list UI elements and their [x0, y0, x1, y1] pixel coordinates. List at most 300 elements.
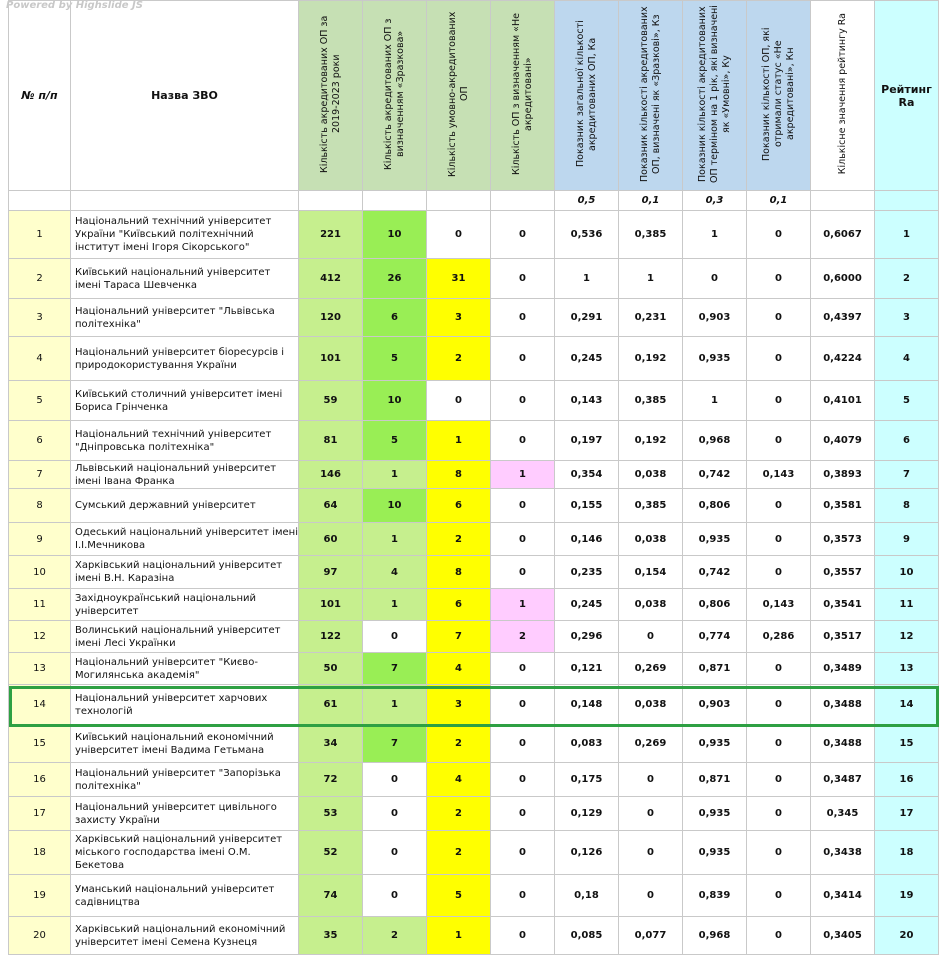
weight-cell: 0,1 [619, 191, 683, 211]
cell-11: 9 [875, 523, 939, 556]
cell-2: 146 [299, 461, 363, 489]
cell-7: 0 [619, 621, 683, 653]
header-text: Показник кількості акредитованих ОП, визначені як «Зразкові», Кз [638, 6, 662, 182]
cell-0: 5 [9, 381, 71, 421]
cell-5: 0 [491, 763, 555, 797]
weight-cell [875, 191, 939, 211]
cell-10: 0,6067 [811, 211, 875, 259]
cell-7: 0,385 [619, 489, 683, 523]
cell-7: 0,038 [619, 589, 683, 621]
cell-4: 2 [427, 337, 491, 381]
cell-7: 0 [619, 797, 683, 831]
cell-1: Уманський національний університет садівництва [71, 875, 299, 917]
cell-2: 34 [299, 725, 363, 763]
weight-cell [491, 191, 555, 211]
cell-2: 101 [299, 337, 363, 381]
cell-2: 101 [299, 589, 363, 621]
cell-10: 0,345 [811, 797, 875, 831]
cell-9: 0,286 [747, 621, 811, 653]
cell-6: 0,126 [555, 831, 619, 875]
cell-0: 20 [9, 917, 71, 955]
cell-2: 35 [299, 917, 363, 955]
cell-0: 2 [9, 259, 71, 299]
cell-9: 0 [747, 797, 811, 831]
cell-1: Західноукраїнський національний університет [71, 589, 299, 621]
table-row [9, 259, 939, 299]
cell-9: 0 [747, 381, 811, 421]
cell-5: 0 [491, 685, 555, 725]
cell-1: Національний університет "Запорізька політехніка" [71, 763, 299, 797]
cell-3: 7 [363, 653, 427, 685]
cell-11: 8 [875, 489, 939, 523]
cell-8: 0,935 [683, 831, 747, 875]
cell-8: 0,806 [683, 589, 747, 621]
cell-8: 0 [683, 259, 747, 299]
cell-9: 0 [747, 685, 811, 725]
cell-4: 0 [427, 211, 491, 259]
cell-11: 4 [875, 337, 939, 381]
cell-9: 0,143 [747, 589, 811, 621]
cell-3: 10 [363, 211, 427, 259]
cell-6: 0,291 [555, 299, 619, 337]
cell-0: 9 [9, 523, 71, 556]
cell-9: 0 [747, 259, 811, 299]
cell-11: 17 [875, 797, 939, 831]
header-1 [71, 1, 299, 191]
cell-5: 0 [491, 211, 555, 259]
cell-10: 0,3487 [811, 763, 875, 797]
cell-11: 14 [875, 685, 939, 725]
cell-8: 0,935 [683, 725, 747, 763]
header-9 [747, 1, 811, 191]
cell-7: 0,038 [619, 523, 683, 556]
header-row [9, 1, 939, 191]
cell-2: 97 [299, 556, 363, 589]
cell-0: 19 [9, 875, 71, 917]
cell-11: 11 [875, 589, 939, 621]
cell-8: 0,742 [683, 461, 747, 489]
cell-4: 6 [427, 589, 491, 621]
cell-1: Волинський національний університет імені Лесі Українки [71, 621, 299, 653]
header-text: Кількість акредитованих ОП з визначенням «Зразкова» [382, 18, 406, 170]
cell-11: 12 [875, 621, 939, 653]
cell-0: 13 [9, 653, 71, 685]
cell-3: 0 [363, 831, 427, 875]
cell-7: 0,269 [619, 725, 683, 763]
cell-10: 0,3581 [811, 489, 875, 523]
cell-1: Національний університет харчових технологій [71, 685, 299, 725]
cell-0: 7 [9, 461, 71, 489]
cell-9: 0,143 [747, 461, 811, 489]
table-row [9, 211, 939, 259]
cell-10: 0,3438 [811, 831, 875, 875]
cell-5: 0 [491, 421, 555, 461]
cell-5: 1 [491, 461, 555, 489]
header-10 [811, 1, 875, 191]
table-row [9, 556, 939, 589]
cell-4: 4 [427, 653, 491, 685]
cell-2: 53 [299, 797, 363, 831]
cell-9: 0 [747, 831, 811, 875]
header-5 [491, 1, 555, 191]
cell-10: 0,3488 [811, 685, 875, 725]
cell-11: 19 [875, 875, 939, 917]
header-text: Кількість ОП з визначенням «Не акредитовані» [510, 13, 534, 175]
cell-9: 0 [747, 653, 811, 685]
table-row [9, 725, 939, 763]
cell-8: 0,839 [683, 875, 747, 917]
header-2 [299, 1, 363, 191]
cell-4: 0 [427, 381, 491, 421]
cell-8: 0,935 [683, 523, 747, 556]
cell-10: 0,3557 [811, 556, 875, 589]
cell-8: 0,935 [683, 797, 747, 831]
cell-6: 0,536 [555, 211, 619, 259]
header-text: Показник кількості акредитованих ОП терміном на 1 рік, які визначені як «Умовні», Ку [696, 5, 732, 183]
header-text: Кількість умовно-акредитованих ОП [446, 11, 470, 177]
header-text: Кількісне значення рейтингу Ra [836, 13, 848, 175]
weight-cell [811, 191, 875, 211]
header-text: № п/п [21, 89, 58, 102]
cell-3: 0 [363, 763, 427, 797]
cell-0: 1 [9, 211, 71, 259]
cell-2: 122 [299, 621, 363, 653]
cell-3: 7 [363, 725, 427, 763]
cell-4: 2 [427, 523, 491, 556]
header-text: Кількість акредитованих ОП за 2019-2023 роки [318, 15, 342, 173]
cell-0: 12 [9, 621, 71, 653]
cell-4: 7 [427, 621, 491, 653]
header-text: Показник кількості ОП, які отримали статус «Не акредитовані», Кн [760, 27, 796, 161]
cell-2: 59 [299, 381, 363, 421]
cell-5: 1 [491, 589, 555, 621]
cell-10: 0,6000 [811, 259, 875, 299]
cell-4: 2 [427, 797, 491, 831]
header-0 [9, 1, 71, 191]
cell-3: 1 [363, 685, 427, 725]
cell-6: 0,197 [555, 421, 619, 461]
cell-7: 0 [619, 831, 683, 875]
cell-4: 2 [427, 831, 491, 875]
cell-2: 81 [299, 421, 363, 461]
header-text: Рейтинг Ra [881, 82, 932, 109]
cell-3: 1 [363, 589, 427, 621]
cell-4: 4 [427, 763, 491, 797]
cell-6: 0,175 [555, 763, 619, 797]
cell-10: 0,3541 [811, 589, 875, 621]
cell-6: 0,18 [555, 875, 619, 917]
cell-11: 7 [875, 461, 939, 489]
cell-9: 0 [747, 211, 811, 259]
cell-1: Харківський національний університет міського господарства імені О.М. Бекетова [71, 831, 299, 875]
cell-4: 6 [427, 489, 491, 523]
cell-10: 0,3488 [811, 725, 875, 763]
cell-10: 0,3414 [811, 875, 875, 917]
cell-5: 0 [491, 653, 555, 685]
cell-6: 0,235 [555, 556, 619, 589]
cell-1: Київський національний університет імені Тараса Шевченка [71, 259, 299, 299]
cell-1: Національний університет цивільного захисту України [71, 797, 299, 831]
cell-0: 17 [9, 797, 71, 831]
cell-2: 72 [299, 763, 363, 797]
cell-1: Харківський національний університет імені В.Н. Каразіна [71, 556, 299, 589]
cell-7: 0,038 [619, 685, 683, 725]
cell-1: Національний університет "Львівська політехніка" [71, 299, 299, 337]
weight-cell: 0,1 [747, 191, 811, 211]
cell-6: 0,245 [555, 589, 619, 621]
cell-3: 0 [363, 621, 427, 653]
cell-1: Львівський національний університет імені Івана Франка [71, 461, 299, 489]
cell-3: 1 [363, 523, 427, 556]
cell-1: Сумський державний університет [71, 489, 299, 523]
cell-11: 16 [875, 763, 939, 797]
cell-1: Національний технічний університет України "Київський політехнічний інститут імені Ігоря Сікорського" [71, 211, 299, 259]
cell-10: 0,4101 [811, 381, 875, 421]
cell-8: 1 [683, 211, 747, 259]
cell-4: 31 [427, 259, 491, 299]
cell-10: 0,3405 [811, 917, 875, 955]
cell-6: 0,083 [555, 725, 619, 763]
cell-4: 8 [427, 556, 491, 589]
header-11 [875, 1, 939, 191]
cell-9: 0 [747, 299, 811, 337]
cell-4: 3 [427, 685, 491, 725]
cell-3: 10 [363, 489, 427, 523]
cell-8: 0,742 [683, 556, 747, 589]
cell-11: 6 [875, 421, 939, 461]
highlight-row-14 [9, 686, 939, 727]
cell-5: 0 [491, 917, 555, 955]
cell-5: 0 [491, 725, 555, 763]
cell-7: 0,231 [619, 299, 683, 337]
table-row [9, 489, 939, 523]
cell-1: Одеський національний університет імені І.І.Мечникова [71, 523, 299, 556]
cell-8: 0,774 [683, 621, 747, 653]
cell-6: 0,155 [555, 489, 619, 523]
cell-3: 10 [363, 381, 427, 421]
cell-4: 8 [427, 461, 491, 489]
header-4 [427, 1, 491, 191]
cell-2: 61 [299, 685, 363, 725]
table-row [9, 917, 939, 955]
cell-0: 6 [9, 421, 71, 461]
cell-10: 0,3489 [811, 653, 875, 685]
cell-9: 0 [747, 523, 811, 556]
cell-7: 1 [619, 259, 683, 299]
cell-11: 3 [875, 299, 939, 337]
header-text: Назва ЗВО [151, 89, 218, 102]
rating-table [8, 0, 939, 955]
cell-8: 0,806 [683, 489, 747, 523]
cell-5: 0 [491, 259, 555, 299]
cell-2: 412 [299, 259, 363, 299]
cell-6: 0,143 [555, 381, 619, 421]
cell-3: 2 [363, 917, 427, 955]
cell-9: 0 [747, 489, 811, 523]
cell-1: Національний університет біоресурсів і природокористування України [71, 337, 299, 381]
cell-6: 0,245 [555, 337, 619, 381]
cell-8: 0,903 [683, 299, 747, 337]
cell-6: 0,354 [555, 461, 619, 489]
cell-0: 10 [9, 556, 71, 589]
cell-7: 0,269 [619, 653, 683, 685]
cell-2: 60 [299, 523, 363, 556]
cell-4: 1 [427, 421, 491, 461]
cell-2: 52 [299, 831, 363, 875]
cell-5: 0 [491, 556, 555, 589]
cell-0: 18 [9, 831, 71, 875]
cell-3: 5 [363, 421, 427, 461]
cell-2: 64 [299, 489, 363, 523]
table-row [9, 763, 939, 797]
cell-5: 0 [491, 831, 555, 875]
cell-6: 1 [555, 259, 619, 299]
cell-3: 1 [363, 461, 427, 489]
table-row [9, 421, 939, 461]
cell-7: 0,038 [619, 461, 683, 489]
cell-6: 0,085 [555, 917, 619, 955]
weight-cell [9, 191, 71, 211]
cell-3: 4 [363, 556, 427, 589]
cell-9: 0 [747, 725, 811, 763]
table-row [9, 381, 939, 421]
weights-row [9, 191, 939, 211]
table-row [9, 299, 939, 337]
cell-11: 15 [875, 725, 939, 763]
cell-11: 1 [875, 211, 939, 259]
cell-10: 0,3517 [811, 621, 875, 653]
cell-0: 3 [9, 299, 71, 337]
cell-5: 2 [491, 621, 555, 653]
cell-9: 0 [747, 917, 811, 955]
weight-cell [299, 191, 363, 211]
cell-10: 0,4079 [811, 421, 875, 461]
cell-9: 0 [747, 556, 811, 589]
cell-11: 5 [875, 381, 939, 421]
cell-10: 0,3893 [811, 461, 875, 489]
table-row [9, 875, 939, 917]
cell-3: 26 [363, 259, 427, 299]
cell-0: 16 [9, 763, 71, 797]
cell-8: 0,871 [683, 763, 747, 797]
cell-5: 0 [491, 337, 555, 381]
cell-11: 13 [875, 653, 939, 685]
cell-7: 0,154 [619, 556, 683, 589]
cell-1: Національний університет "Києво-Могилянська академія" [71, 653, 299, 685]
cell-7: 0,077 [619, 917, 683, 955]
weight-cell: 0,5 [555, 191, 619, 211]
cell-2: 120 [299, 299, 363, 337]
cell-7: 0,192 [619, 421, 683, 461]
cell-2: 221 [299, 211, 363, 259]
weight-cell [427, 191, 491, 211]
cell-1: Національний технічний університет "Дніпровська політехніка" [71, 421, 299, 461]
cell-3: 0 [363, 797, 427, 831]
table-row [9, 831, 939, 875]
cell-2: 50 [299, 653, 363, 685]
cell-7: 0,385 [619, 211, 683, 259]
cell-0: 4 [9, 337, 71, 381]
table-row [9, 523, 939, 556]
cell-1: Київський національний економічний університет імені Вадима Гетьмана [71, 725, 299, 763]
cell-5: 0 [491, 523, 555, 556]
cell-11: 18 [875, 831, 939, 875]
table-row [9, 653, 939, 685]
cell-5: 0 [491, 875, 555, 917]
cell-8: 0,871 [683, 653, 747, 685]
cell-7: 0,385 [619, 381, 683, 421]
header-3 [363, 1, 427, 191]
header-7 [619, 1, 683, 191]
cell-0: 15 [9, 725, 71, 763]
table-row [9, 797, 939, 831]
cell-4: 5 [427, 875, 491, 917]
cell-0: 11 [9, 589, 71, 621]
cell-6: 0,129 [555, 797, 619, 831]
cell-9: 0 [747, 337, 811, 381]
table-row [9, 621, 939, 653]
cell-3: 0 [363, 875, 427, 917]
cell-8: 0,903 [683, 685, 747, 725]
cell-6: 0,121 [555, 653, 619, 685]
cell-3: 6 [363, 299, 427, 337]
cell-9: 0 [747, 875, 811, 917]
cell-11: 2 [875, 259, 939, 299]
header-text: Показник загальної кількості акредитованих ОП, Ка [574, 20, 598, 168]
header-8 [683, 1, 747, 191]
cell-2: 74 [299, 875, 363, 917]
cell-0: 14 [9, 685, 71, 725]
cell-4: 3 [427, 299, 491, 337]
weight-cell [71, 191, 299, 211]
cell-3: 5 [363, 337, 427, 381]
cell-8: 0,935 [683, 337, 747, 381]
cell-5: 0 [491, 381, 555, 421]
cell-6: 0,148 [555, 685, 619, 725]
cell-7: 0 [619, 763, 683, 797]
cell-11: 10 [875, 556, 939, 589]
cell-8: 1 [683, 381, 747, 421]
cell-1: Харківський національний економічний університет імені Семена Кузнеця [71, 917, 299, 955]
cell-10: 0,4224 [811, 337, 875, 381]
cell-5: 0 [491, 299, 555, 337]
cell-7: 0 [619, 875, 683, 917]
cell-7: 0,192 [619, 337, 683, 381]
cell-5: 0 [491, 489, 555, 523]
table-row [9, 337, 939, 381]
cell-0: 8 [9, 489, 71, 523]
table-row [9, 461, 939, 489]
cell-1: Київський столичний університет імені Бориса Грінченка [71, 381, 299, 421]
cell-4: 1 [427, 917, 491, 955]
cell-8: 0,968 [683, 917, 747, 955]
cell-9: 0 [747, 763, 811, 797]
cell-5: 0 [491, 797, 555, 831]
cell-10: 0,3573 [811, 523, 875, 556]
cell-8: 0,968 [683, 421, 747, 461]
cell-6: 0,146 [555, 523, 619, 556]
header-6 [555, 1, 619, 191]
powered-by-label: Powered by Highslide JS [6, 0, 143, 11]
cell-11: 20 [875, 917, 939, 955]
cell-10: 0,4397 [811, 299, 875, 337]
cell-9: 0 [747, 421, 811, 461]
cell-6: 0,296 [555, 621, 619, 653]
weight-cell [363, 191, 427, 211]
cell-4: 2 [427, 725, 491, 763]
weight-cell: 0,3 [683, 191, 747, 211]
table-row [9, 589, 939, 621]
